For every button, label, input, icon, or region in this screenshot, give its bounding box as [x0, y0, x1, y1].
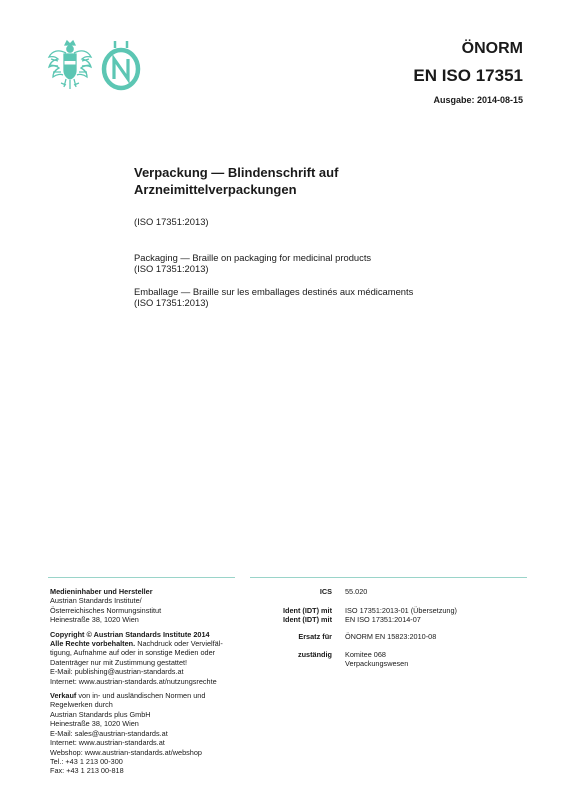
owner-line: Heinestraße 38, 1020 Wien [50, 615, 139, 625]
german-title: Verpackung — Blindenschrift auf Arzneimittelverpackungen [134, 165, 339, 197]
owner-line: Österreichisches Normungsinstitut [50, 605, 162, 615]
rights-line: tigung, Aufnahme auf oder in sonstige Medien oder [50, 648, 216, 658]
owner-heading: Medieninhaber und Hersteller [50, 587, 153, 596]
publisher-info [50, 587, 250, 781]
copyright-heading: Copyright © Austrian Standards Institute 2014 [50, 629, 210, 639]
sales-line: Regelwerken durch [50, 700, 113, 710]
rights-text: Nachdruck oder Vervielfäl- [137, 639, 223, 649]
committee-name: Verpackungswesen [345, 659, 409, 668]
sales-phone: Tel.: +43 1 213 00-300 [50, 756, 123, 766]
owner-line: Austrian Standards Institute/ [50, 596, 142, 606]
standard-number: EN ISO 17351 [413, 66, 523, 85]
replaces-label: Ersatz für [298, 632, 332, 641]
document-header [413, 40, 523, 86]
english-iso-reference: (ISO 17351:2013) [134, 263, 209, 274]
sales-text: von in- und ausländischen Normen und [78, 691, 206, 701]
french-title: Emballage — Braille sur les emballages destinés aux médicaments [134, 286, 414, 297]
issue-date: Ausgabe: 2014-08-15 [433, 95, 523, 105]
sales-block [50, 691, 250, 776]
sales-bold: Verkauf [50, 691, 77, 701]
ident-label: Ident (IDT) mit [282, 606, 332, 615]
divider-right [250, 577, 527, 578]
owner-block [50, 587, 250, 625]
committee-value: Komitee 068 [345, 650, 386, 659]
sales-webshop: Webshop: www.austrian-standards.at/webshop [50, 747, 202, 757]
publishing-email: E-Mail: publishing@austrian-standards.at [50, 667, 184, 677]
standard-series: ÖNORM [461, 40, 523, 57]
ident-value: EN ISO 17351:2014-07 [345, 615, 421, 624]
ident-label: Ident (IDT) mit [282, 615, 332, 624]
ics-value: 55.020 [345, 587, 368, 596]
on-standards-logo [100, 39, 142, 91]
replaces-value: ÖNORM EN 15823:2010-08 [345, 632, 437, 641]
divider-left [48, 577, 235, 578]
english-title: Packaging — Braille on packaging for medicinal products [134, 252, 372, 263]
copyright-block [50, 630, 250, 686]
sales-line: Austrian Standards plus GmbH [50, 709, 151, 719]
rights-bold: Alle Rechte vorbehalten. [50, 639, 136, 649]
sales-internet: Internet: www.austrian-standards.at [50, 738, 165, 748]
responsible-label: zuständig [297, 650, 332, 659]
ident-value: ISO 17351:2013-01 (Übersetzung) [345, 606, 457, 615]
rights-line: Datenträger nur mit Zustimmung gestattet! [50, 657, 188, 667]
iso-reference: (ISO 17351:2013) [134, 216, 209, 227]
rights-url: Internet: www.austrian-standards.at/nutzungsrechte [50, 676, 217, 686]
sales-email: E-Mail: sales@austrian-standards.at [50, 728, 168, 738]
french-iso-reference: (ISO 17351:2013) [134, 297, 209, 308]
sales-fax: Fax: +43 1 213 00-818 [50, 766, 124, 776]
sales-line: Heinestraße 38, 1020 Wien [50, 719, 139, 729]
ics-label: ICS [319, 587, 332, 596]
austrian-eagle-logo [46, 39, 94, 91]
